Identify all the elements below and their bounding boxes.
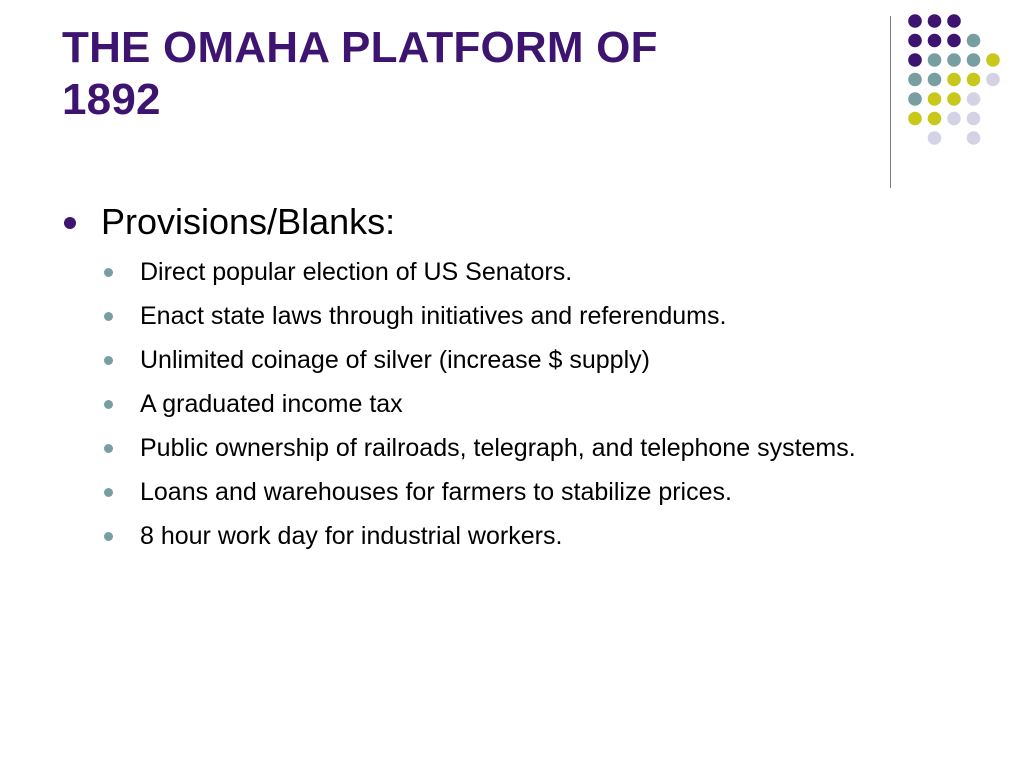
teal-dot: [908, 92, 922, 106]
yellow-dot: [947, 92, 961, 106]
sub-bullet-item: [62, 298, 942, 335]
yellow-dot: [947, 73, 961, 87]
lavender-dot: [947, 112, 961, 126]
slide-title-line-2: 1892: [62, 75, 161, 124]
sub-bullet-item: [62, 254, 942, 291]
teal-dot: [908, 73, 922, 87]
lavender-dot: [928, 131, 942, 145]
sub-bullet-text: Public ownership of railroads, telegraph, and telephone systems.: [140, 434, 856, 462]
sub-bullet-item: [62, 518, 942, 555]
purple-dot: [908, 34, 922, 48]
slide-content: [62, 198, 942, 562]
lavender-dot: [967, 131, 981, 145]
yellow-dot: [908, 112, 922, 126]
lavender-dot: [967, 92, 981, 106]
sub-bullet-dot: [104, 312, 113, 321]
sub-bullet-text: 8 hour work day for industrial workers.: [140, 522, 563, 550]
sub-bullet-dot: [104, 444, 113, 453]
vertical-divider: [890, 16, 891, 188]
sub-bullet-item: [62, 430, 942, 467]
sub-bullet-text: Loans and warehouses for farmers to stabilize prices.: [140, 478, 732, 506]
main-bullet-text: Provisions/Blanks:: [101, 201, 396, 242]
main-bullet-dot: [64, 217, 76, 229]
sub-bullet-dot: [104, 532, 113, 541]
main-bullet: [62, 198, 942, 246]
lavender-dot: [967, 112, 981, 126]
sub-bullet-dot: [104, 488, 113, 497]
teal-dot: [928, 53, 942, 67]
sub-bullet-text: A graduated income tax: [140, 390, 403, 418]
lavender-dot: [986, 73, 1000, 87]
teal-dot: [967, 53, 981, 67]
sub-bullet-item: [62, 386, 942, 423]
sub-bullet-text: Unlimited coinage of silver (increase $ supply): [140, 346, 650, 374]
teal-dot: [947, 53, 961, 67]
decorative-dot-grid: [904, 10, 1024, 170]
purple-dot: [928, 34, 942, 48]
dot-grid-svg: [904, 10, 1024, 170]
sub-bullet-list: [62, 254, 942, 555]
yellow-dot: [986, 53, 1000, 67]
purple-dot: [947, 34, 961, 48]
sub-bullet-dot: [104, 268, 113, 277]
teal-dot: [967, 34, 981, 48]
teal-dot: [928, 73, 942, 87]
yellow-dot: [928, 92, 942, 106]
slide-title-line-1: THE OMAHA PLATFORM OF: [62, 23, 658, 72]
yellow-dot: [928, 112, 942, 126]
sub-bullet-dot: [104, 400, 113, 409]
sub-bullet-item: [62, 342, 942, 379]
purple-dot: [947, 14, 961, 28]
purple-dot: [908, 14, 922, 28]
slide-title: [62, 22, 862, 126]
sub-bullet-dot: [104, 356, 113, 365]
sub-bullet-text: Enact state laws through initiatives and referendums.: [140, 302, 727, 330]
purple-dot: [928, 14, 942, 28]
sub-bullet-text: Direct popular election of US Senators.: [140, 258, 573, 286]
purple-dot: [908, 53, 922, 67]
sub-bullet-item: [62, 474, 942, 511]
yellow-dot: [967, 73, 981, 87]
